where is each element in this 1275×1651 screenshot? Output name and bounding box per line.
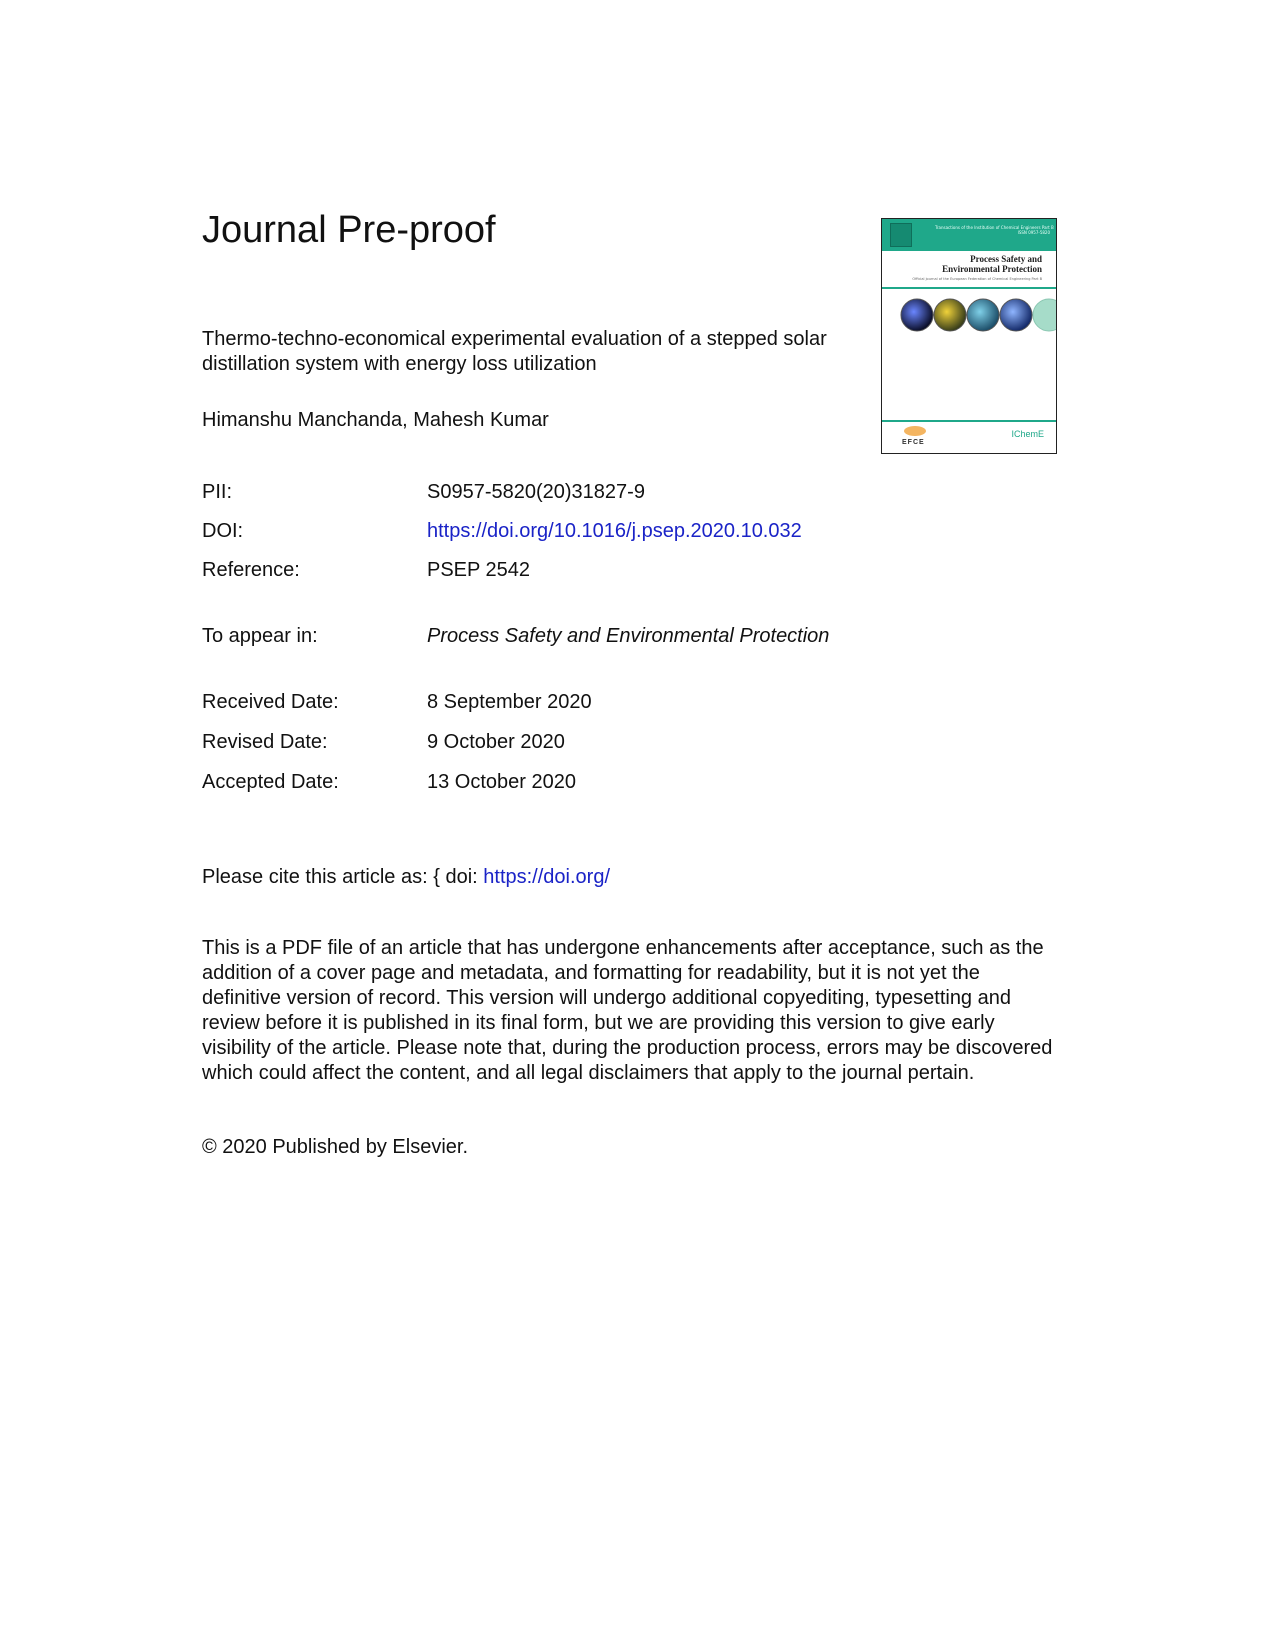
pii-row (202, 480, 902, 506)
journal-name: Process Safety and Environmental Protection (427, 625, 830, 647)
cover-circle-green (1033, 299, 1057, 331)
efce-label: EFCE (902, 439, 925, 446)
cover-subtitle: Official journal of the European Federation of Chemical Engineering Part B (912, 277, 1042, 281)
cover-photo-circles (900, 297, 1057, 333)
preproof-notice: This is a PDF file of an article that has undergone enhancements after acceptance, such as the addition of a cover page and metadata, and formatting for readability, but it is not yet the definitive version of record. This version will undergo additional copyediting, typesetting and review before it is published in its final form, but we are providing this version to give early visibility of the article. Please note that, during the production process, errors may be discovered which could affect the content, and all legal disclaimers that apply to the journal pertain. (202, 937, 1053, 1084)
doi-link[interactable]: https://doi.org/10.1016/j.psep.2020.10.032 (427, 520, 802, 542)
accepted-date-label: Accepted Date: (202, 771, 339, 793)
received-date-label: Received Date: (202, 691, 339, 713)
icheme-label: IChemE (1011, 429, 1044, 439)
doi-label: DOI: (202, 520, 244, 542)
cover-divider-top (882, 287, 1056, 289)
doi-row (202, 519, 902, 545)
appear-in-row (202, 624, 902, 650)
cover-journal-title (892, 254, 1042, 274)
received-date-row (202, 690, 902, 716)
elsevier-tree-icon (890, 223, 912, 247)
received-date-value: 8 September 2020 (427, 691, 592, 713)
cover-band-line-2: ISSN 0957-5820 (1017, 230, 1050, 235)
accepted-date-value: 13 October 2020 (427, 771, 576, 793)
accepted-date-row (202, 770, 902, 796)
pii-value: S0957-5820(20)31827-9 (427, 481, 645, 503)
cover-title-line-2: Environmental Protection (942, 264, 1042, 274)
citation-prefix: Please cite this article as: { (202, 866, 440, 888)
citation-doi-label: doi: (445, 866, 478, 888)
reference-row (202, 558, 902, 584)
citation-doi-link[interactable]: https://doi.org/ (483, 866, 611, 888)
reference-label: Reference: (202, 559, 300, 581)
revised-date-value: 9 October 2020 (427, 731, 565, 753)
citation-line (202, 865, 610, 890)
copyright-line: © 2020 Published by Elsevier. (202, 1136, 469, 1158)
article-title: Thermo-techno-economical experimental evaluation of a stepped solar distillation system with energy loss utilization (202, 328, 827, 375)
cover-title-line-1: Process Safety and (970, 254, 1042, 264)
cover-circle-industrial (934, 299, 966, 331)
journal-pre-proof-heading: Journal Pre-proof (202, 209, 496, 251)
appear-in-label: To appear in: (202, 625, 318, 647)
cover-divider-bottom (882, 420, 1056, 422)
cover-circle-water (967, 299, 999, 331)
cover-circle-lab (1000, 299, 1032, 331)
pii-label: PII: (202, 481, 233, 503)
journal-cover-image (881, 218, 1057, 454)
cover-band-line-1: Transactions of the Institution of Chemical Engineers Part B (935, 225, 1054, 230)
cover-band-text (935, 225, 1054, 235)
revised-date-row (202, 730, 902, 756)
revised-date-label: Revised Date: (202, 731, 328, 753)
reference-value: PSEP 2542 (427, 559, 531, 581)
article-authors: Himanshu Manchanda, Mahesh Kumar (202, 409, 549, 431)
efce-logo-icon (904, 426, 926, 436)
cover-circle-flame (901, 299, 933, 331)
